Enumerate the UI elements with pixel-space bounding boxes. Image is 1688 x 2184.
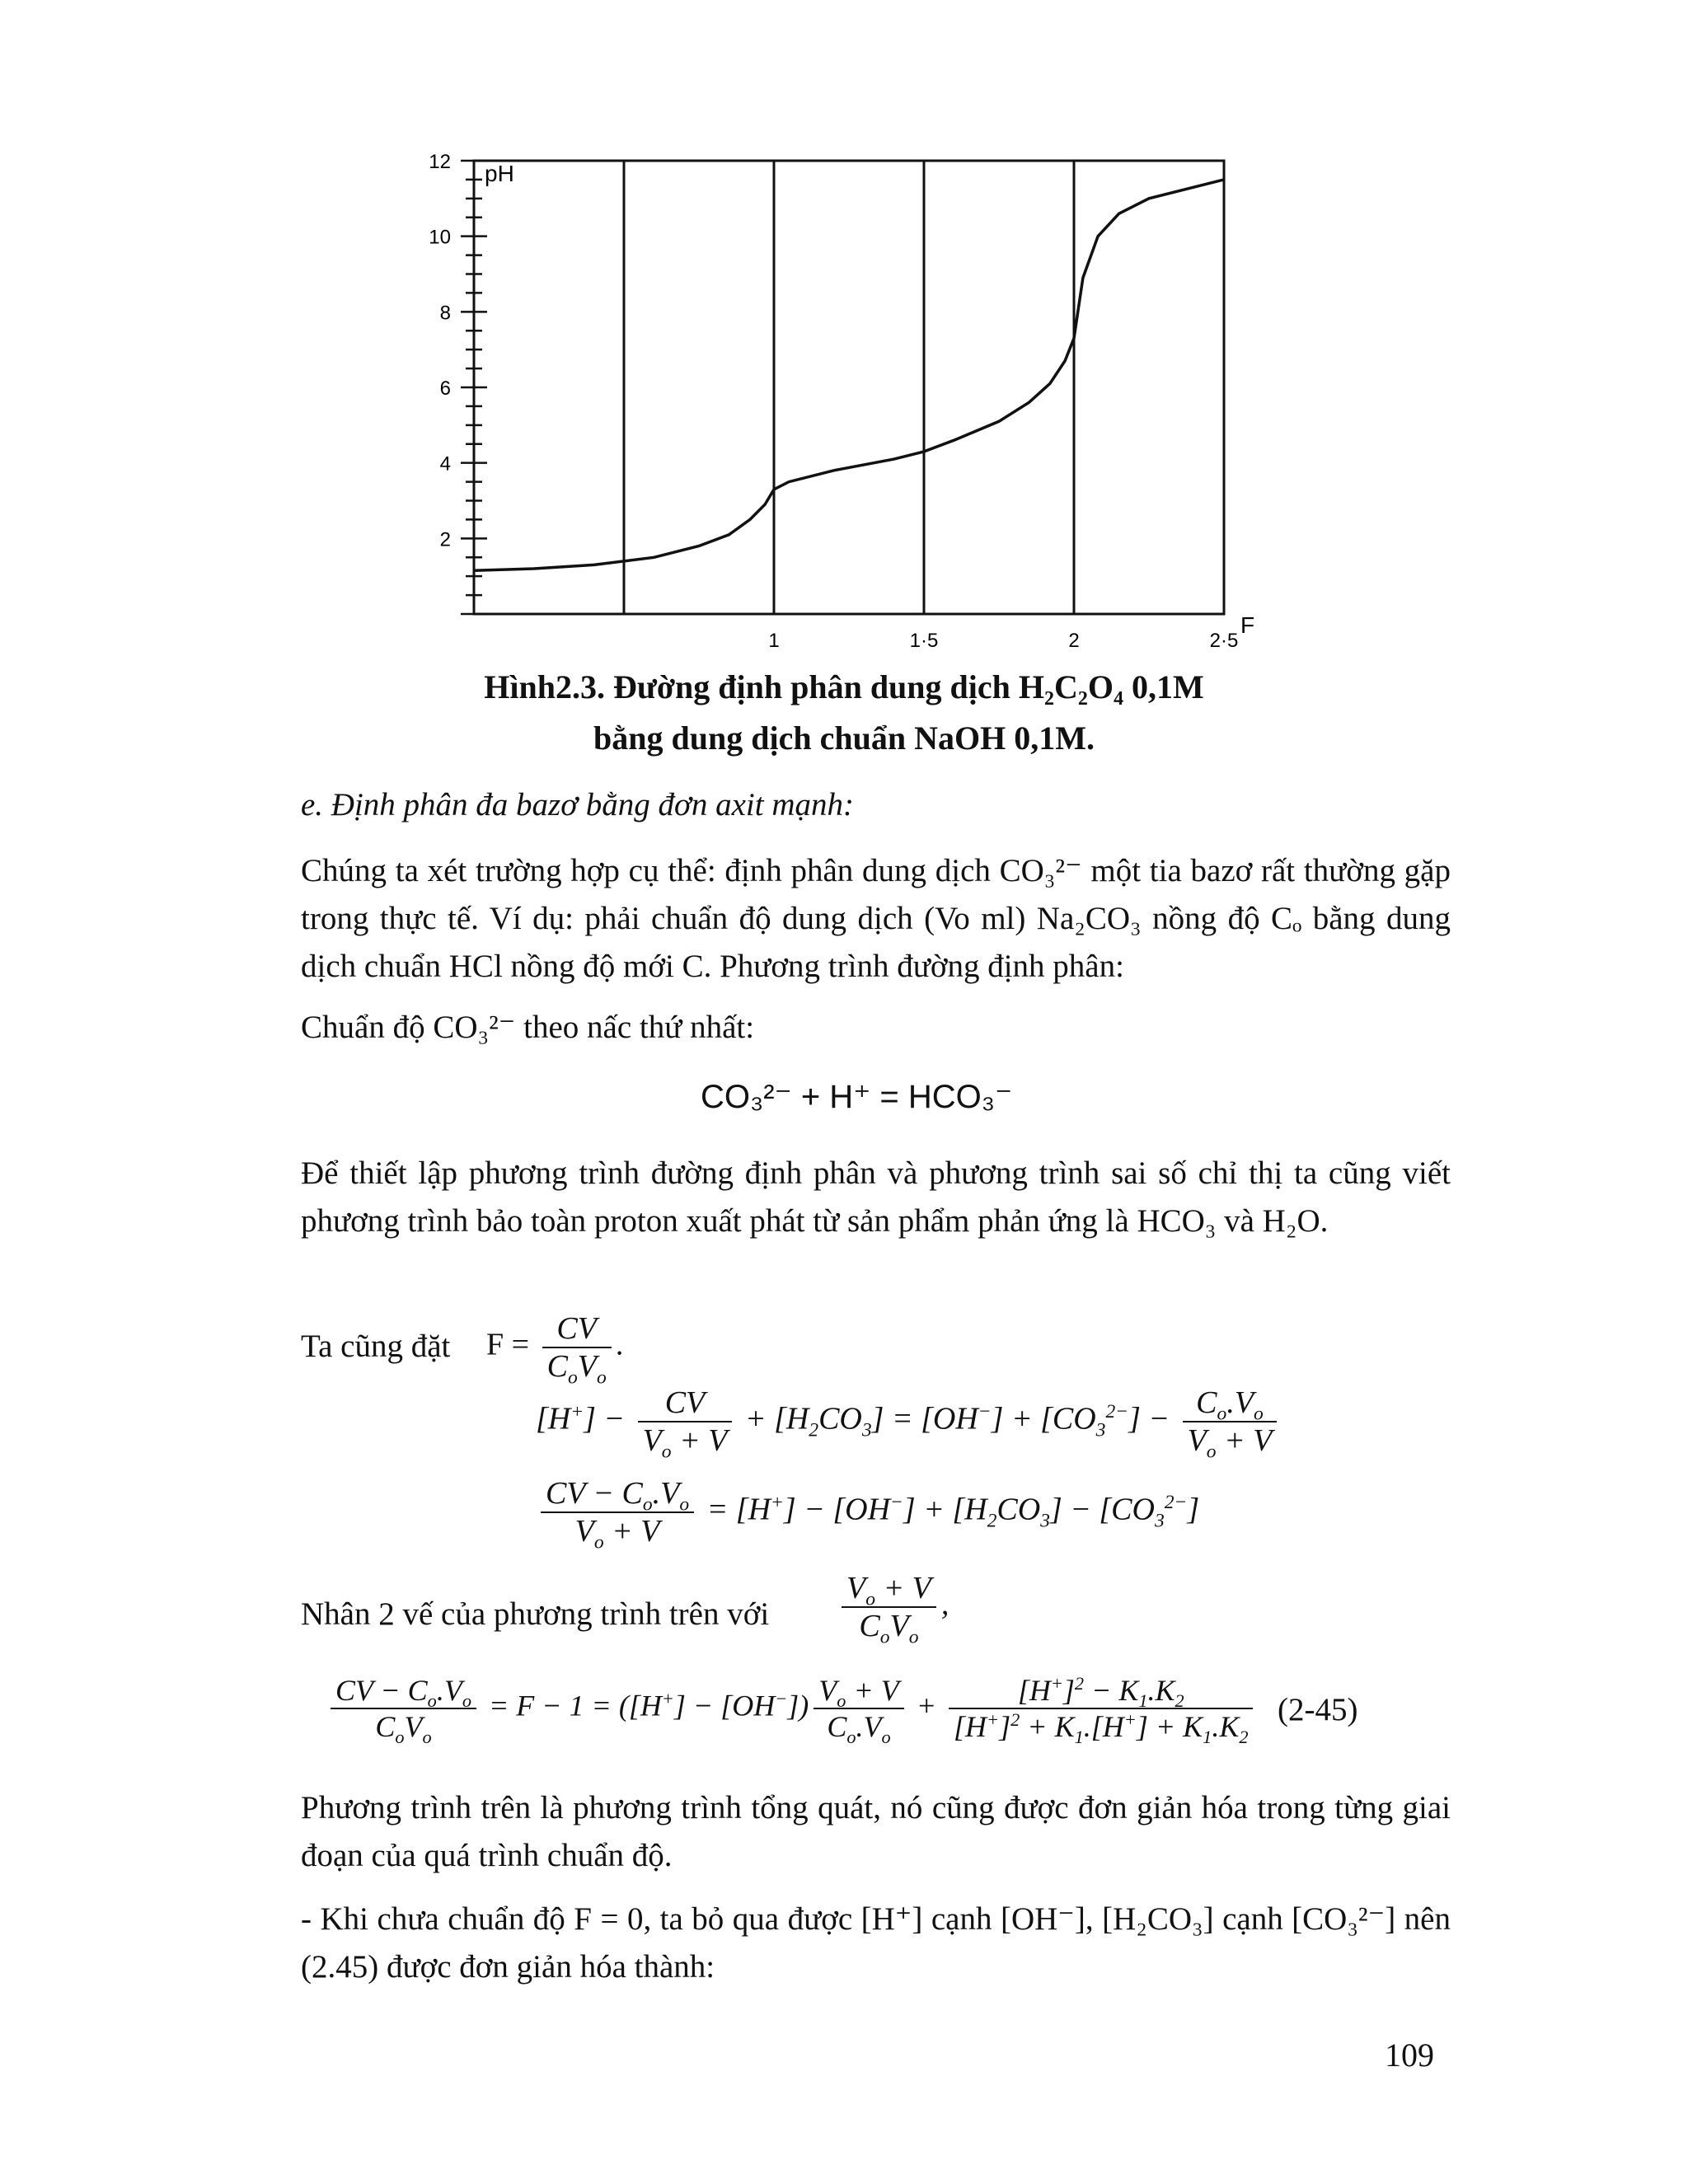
reaction-equation: CO₃²⁻ + H⁺ = HCO₃⁻ [701, 1079, 1013, 1115]
paragraph-4: Phương trình trên là phương trình tổng quát, nó cũng được đơn giản hóa trong từng giai đoạn của quá trình chuẩn độ. [301, 1790, 1451, 1873]
y-tick-label: 8 [439, 302, 451, 325]
y-tick-label: 12 [429, 151, 451, 173]
x-tick-label: 1 [768, 630, 780, 652]
equation-1: [H+] − $\frac{CV}{V_o + V}$ + $[H_2CO_3] = [OH^-] + [CO_3^{2-}]$ − $\frac{C_o.V_o}{V_o + V}$ [536, 1385, 1282, 1459]
figure-caption-line-2: bằng dung dịch chuẩn NaOH 0,1M. [593, 719, 1095, 757]
y-tick-label: 6 [439, 377, 451, 400]
paragraph-3: Để thiết lập phương trình đường định phân và phương trình sai số chỉ thị ta cũng viết phương trình bảo toàn proton xuất phát từ sản phẩm phản ứng là HCO₃ và H₂O. [301, 1155, 1451, 1239]
x-tick-label: 2·5 [1209, 630, 1239, 652]
define-label: Ta cũng đặt [301, 1329, 451, 1364]
x-tick-label: 1·5 [909, 630, 939, 652]
x-axis-label: F [1240, 612, 1255, 638]
y-axis-label: pH [485, 161, 514, 186]
paragraph-5: - Khi chưa chuẩn độ F = 0, ta bỏ qua được [H⁺] cạnh [OH⁻], [H₂CO₃] cạnh [CO₃²⁻] nên (2.45) được đơn giản hóa thành: [301, 1901, 1451, 1985]
figure-caption-line-1: Hình2.3. Đường định phân dung dịch H₂C₂O₄ 0,1M [484, 668, 1204, 705]
y-axis-ticks [429, 151, 487, 614]
y-tick-label: 2 [439, 528, 451, 551]
equation-number: (2-45) [1278, 1692, 1358, 1727]
plot-border [474, 161, 1224, 614]
paragraph-1: Chúng ta xét trường hợp cụ thể: định phân dung dịch CO₃²⁻ một tia bazơ rất thường gặp trong thực tế. Ví dụ: phải chuẩn độ dung dịch (Vo ml) Na₂CO₃ nồng độ Cₒ bằng dung dịch chuẩn HCl nồng độ mới C. Phương trình đường định phân: [301, 853, 1451, 984]
y-tick-label: 4 [439, 452, 451, 476]
titration-chart [429, 148, 1261, 659]
section-heading: e. Định phân đa bazơ bằng đơn axit mạnh: [301, 787, 854, 823]
x-tick-label: 2 [1068, 630, 1080, 652]
titration-curve [474, 180, 1224, 570]
define-f-formula: F = $\frac{CV}{C_oV_o}$ . [486, 1311, 625, 1389]
plot-frame [474, 161, 1224, 614]
equation-2: $\frac{CV - C_o.V_o}{V_o + V}$ = $[H^+] - [OH^-] + [H_2CO_3] - [CO_3^{2-}]$ [536, 1475, 1199, 1549]
x-axis-ticks [768, 630, 1238, 652]
multiply-factor: $\frac{V_o + V}{C_oV_o}$ , [837, 1570, 949, 1644]
gridlines [624, 161, 1074, 614]
multiply-text: Nhân 2 vế của phương trình trên với [301, 1596, 770, 1632]
y-tick-label: 10 [429, 226, 451, 249]
equation-2-45: $\frac{CV - C_o.V_o}{C_oV_o}$ = F − 1 = ([H+] − [OH−]) $\frac{V_o + V}{C_o.V_o}$ + $\frac{[H^+]^2 - K_1.K_2}{[H^+]^2 + K_1.[H^+] + K_1.K_2}$ [326, 1673, 1258, 1744]
page-number: 109 [1385, 2036, 1434, 2074]
paragraph-2: Chuẩn độ CO₃²⁻ theo nấc thứ nhất: [301, 1010, 755, 1045]
